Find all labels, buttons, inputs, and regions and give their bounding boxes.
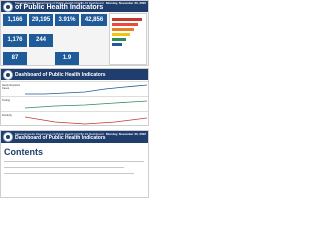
indicator-value: 1.9 (62, 55, 72, 61)
indicator-tile (3, 52, 27, 65)
contents-heading: Contents (4, 147, 43, 157)
divider (4, 167, 124, 168)
panel-bar (112, 18, 142, 21)
divider (4, 173, 134, 174)
chart-row-label: Newly Reported Cases (2, 84, 20, 90)
indicator-tile (55, 14, 79, 26)
indicator-tile (55, 52, 79, 65)
report-date: Monday, November 30, 2020 (106, 1, 146, 5)
indicator-value: 3.91% (58, 17, 76, 23)
trend-chart (25, 83, 147, 96)
panel-bar (112, 23, 138, 26)
page-title: Dashboard of Public Health Indicators (15, 135, 106, 141)
indicator-tile (81, 14, 107, 26)
chart-row (1, 111, 149, 126)
indicator-value: 29,195 (31, 17, 51, 23)
indicator-value: 1,166 (7, 17, 23, 23)
dashboard-page-2 (0, 68, 149, 126)
indicator-value: 1,176 (7, 37, 23, 43)
dashboard-page-1 (0, 0, 149, 66)
department-name: Massachusetts Department of Public Health COVID-19 Dashboard (15, 1, 104, 5)
indicator-tile (29, 34, 53, 47)
indicator-tile (3, 14, 27, 26)
trend-chart (25, 98, 147, 111)
department-name: Massachusetts Department of Public Health COVID-19 Dashboard (15, 132, 104, 136)
indicator-tile (3, 34, 27, 47)
panel-bar (112, 28, 134, 31)
indicator-value: 42,856 (84, 17, 104, 23)
chart-row (1, 81, 149, 96)
indicator-value: 244 (35, 37, 46, 43)
panel-bar (112, 43, 122, 46)
panel-bar (112, 38, 126, 41)
chart-row-label: Testing (2, 99, 10, 102)
regional-bar-panel (109, 13, 147, 65)
divider (4, 161, 144, 162)
page-title: of Public Health Indicators (15, 4, 104, 11)
page-title: Dashboard of Public Health Indicators (15, 72, 106, 78)
trend-chart (25, 113, 147, 126)
state-seal-icon (3, 132, 13, 142)
indicator-value: 87 (11, 55, 19, 61)
state-seal-icon (3, 2, 13, 12)
report-date: Monday, November 30, 2020 (106, 132, 146, 136)
panel-bar (112, 33, 130, 36)
indicator-tile (29, 14, 53, 26)
chart-row (1, 96, 149, 111)
dashboard-page-3 (0, 130, 149, 198)
chart-row-label: Positivity (2, 114, 12, 117)
state-seal-icon (3, 70, 13, 80)
